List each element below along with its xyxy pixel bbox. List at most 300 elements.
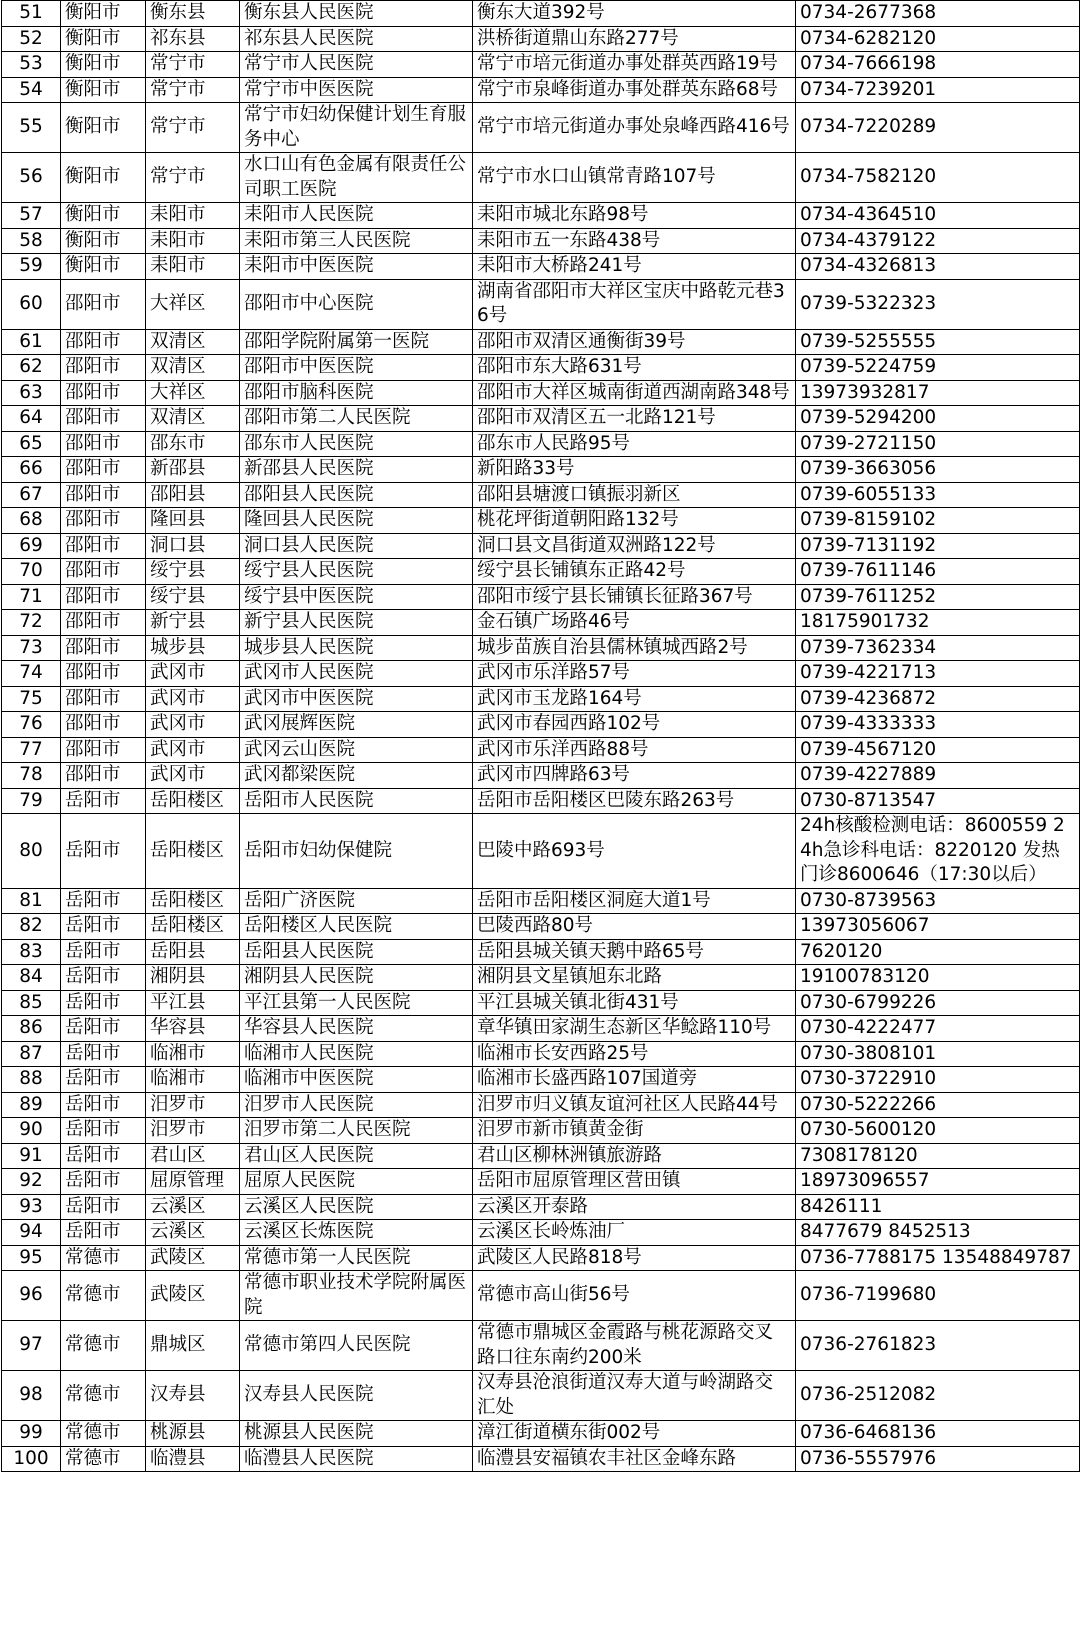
table-row bbox=[2, 939, 1080, 965]
hospital-name-cell: 湘阴县人民医院 bbox=[240, 965, 473, 991]
district-cell: 武冈市 bbox=[146, 737, 240, 763]
address-cell: 洞口县文昌街道双洲路122号 bbox=[473, 533, 796, 559]
phone-cell: 0730-8739563 bbox=[796, 888, 1080, 914]
table-row bbox=[2, 355, 1080, 381]
city-cell: 岳阳市 bbox=[61, 939, 146, 965]
row-number-cell: 90 bbox=[2, 1118, 61, 1144]
phone-cell: 0736-7199680 bbox=[796, 1271, 1080, 1321]
hospital-name-cell: 华容县人民医院 bbox=[240, 1016, 473, 1042]
district-cell: 祁东县 bbox=[146, 26, 240, 52]
district-cell: 双清区 bbox=[146, 355, 240, 381]
phone-cell: 13973056067 bbox=[796, 914, 1080, 940]
row-number-cell: 86 bbox=[2, 1016, 61, 1042]
row-number-cell: 56 bbox=[2, 153, 61, 203]
district-cell: 临澧县 bbox=[146, 1446, 240, 1472]
row-number-cell: 54 bbox=[2, 77, 61, 103]
row-number-cell: 63 bbox=[2, 380, 61, 406]
city-cell: 常德市 bbox=[61, 1421, 146, 1447]
table-row bbox=[2, 965, 1080, 991]
hospital-name-cell: 常德市职业技术学院附属医院 bbox=[240, 1271, 473, 1321]
phone-cell: 18973096557 bbox=[796, 1169, 1080, 1195]
address-cell: 武冈市乐洋西路88号 bbox=[473, 737, 796, 763]
row-number-cell: 67 bbox=[2, 482, 61, 508]
district-cell: 君山区 bbox=[146, 1143, 240, 1169]
city-cell: 衡阳市 bbox=[61, 228, 146, 254]
phone-cell: 0739-3663056 bbox=[796, 457, 1080, 483]
hospital-name-cell: 新宁县人民医院 bbox=[240, 610, 473, 636]
hospital-name-cell: 岳阳市人民医院 bbox=[240, 788, 473, 814]
table-row bbox=[2, 1118, 1080, 1144]
row-number-cell: 71 bbox=[2, 584, 61, 610]
district-cell: 汨罗市 bbox=[146, 1092, 240, 1118]
table-row bbox=[2, 431, 1080, 457]
phone-cell: 0739-4221713 bbox=[796, 661, 1080, 687]
phone-cell: 0734-4379122 bbox=[796, 228, 1080, 254]
city-cell: 邵阳市 bbox=[61, 279, 146, 329]
district-cell: 新宁县 bbox=[146, 610, 240, 636]
hospital-name-cell: 绥宁县人民医院 bbox=[240, 559, 473, 585]
row-number-cell: 74 bbox=[2, 661, 61, 687]
city-cell: 岳阳市 bbox=[61, 1041, 146, 1067]
table-row bbox=[2, 482, 1080, 508]
address-cell: 邵阳市东大路631号 bbox=[473, 355, 796, 381]
district-cell: 屈原管理 bbox=[146, 1169, 240, 1195]
hospital-name-cell: 邵阳学院附属第一医院 bbox=[240, 329, 473, 355]
address-cell: 邵阳市双清区五一北路121号 bbox=[473, 406, 796, 432]
district-cell: 临湘市 bbox=[146, 1067, 240, 1093]
district-cell: 邵阳县 bbox=[146, 482, 240, 508]
row-number-cell: 52 bbox=[2, 26, 61, 52]
phone-cell: 0736-7788175 13548849787 bbox=[796, 1245, 1080, 1271]
hospital-name-cell: 云溪区人民医院 bbox=[240, 1194, 473, 1220]
district-cell: 大祥区 bbox=[146, 380, 240, 406]
district-cell: 武冈市 bbox=[146, 763, 240, 789]
table-row bbox=[2, 661, 1080, 687]
district-cell: 武冈市 bbox=[146, 712, 240, 738]
hospital-name-cell: 常宁市中医医院 bbox=[240, 77, 473, 103]
address-cell: 常宁市培元街道办事处群英西路19号 bbox=[473, 52, 796, 78]
phone-cell: 0730-3808101 bbox=[796, 1041, 1080, 1067]
row-number-cell: 70 bbox=[2, 559, 61, 585]
city-cell: 衡阳市 bbox=[61, 52, 146, 78]
city-cell: 岳阳市 bbox=[61, 914, 146, 940]
hospital-table bbox=[1, 0, 1080, 1472]
row-number-cell: 87 bbox=[2, 1041, 61, 1067]
district-cell: 大祥区 bbox=[146, 279, 240, 329]
row-number-cell: 62 bbox=[2, 355, 61, 381]
table-row bbox=[2, 203, 1080, 229]
address-cell: 岳阳县城关镇天鹅中路65号 bbox=[473, 939, 796, 965]
district-cell: 岳阳楼区 bbox=[146, 788, 240, 814]
city-cell: 岳阳市 bbox=[61, 1194, 146, 1220]
table-row bbox=[2, 1421, 1080, 1447]
city-cell: 邵阳市 bbox=[61, 457, 146, 483]
table-row bbox=[2, 1446, 1080, 1472]
table-row bbox=[2, 329, 1080, 355]
row-number-cell: 82 bbox=[2, 914, 61, 940]
phone-cell: 0730-6799226 bbox=[796, 990, 1080, 1016]
hospital-name-cell: 屈原人民医院 bbox=[240, 1169, 473, 1195]
address-cell: 平江县城关镇北街431号 bbox=[473, 990, 796, 1016]
table-row bbox=[2, 1041, 1080, 1067]
city-cell: 衡阳市 bbox=[61, 103, 146, 153]
district-cell: 云溪区 bbox=[146, 1194, 240, 1220]
table-row bbox=[2, 279, 1080, 329]
address-cell: 云溪区开泰路 bbox=[473, 1194, 796, 1220]
hospital-name-cell: 常宁市人民医院 bbox=[240, 52, 473, 78]
city-cell: 衡阳市 bbox=[61, 1, 146, 27]
address-cell: 云溪区长岭炼油厂 bbox=[473, 1220, 796, 1246]
address-cell: 武冈市四牌路63号 bbox=[473, 763, 796, 789]
address-cell: 漳江街道横东街002号 bbox=[473, 1421, 796, 1447]
row-number-cell: 53 bbox=[2, 52, 61, 78]
table-row bbox=[2, 1092, 1080, 1118]
address-cell: 常宁市培元街道办事处泉峰西路416号 bbox=[473, 103, 796, 153]
table-row bbox=[2, 1321, 1080, 1371]
city-cell: 邵阳市 bbox=[61, 635, 146, 661]
address-cell: 城步苗族自治县儒林镇城西路2号 bbox=[473, 635, 796, 661]
row-number-cell: 59 bbox=[2, 254, 61, 280]
hospital-name-cell: 邵阳市中心医院 bbox=[240, 279, 473, 329]
row-number-cell: 83 bbox=[2, 939, 61, 965]
row-number-cell: 61 bbox=[2, 329, 61, 355]
table-row bbox=[2, 228, 1080, 254]
district-cell: 衡东县 bbox=[146, 1, 240, 27]
district-cell: 常宁市 bbox=[146, 77, 240, 103]
city-cell: 邵阳市 bbox=[61, 482, 146, 508]
city-cell: 邵阳市 bbox=[61, 406, 146, 432]
city-cell: 岳阳市 bbox=[61, 990, 146, 1016]
row-number-cell: 69 bbox=[2, 533, 61, 559]
phone-cell: 0739-7611252 bbox=[796, 584, 1080, 610]
city-cell: 邵阳市 bbox=[61, 610, 146, 636]
address-cell: 岳阳市屈原管理区营田镇 bbox=[473, 1169, 796, 1195]
table-row bbox=[2, 737, 1080, 763]
address-cell: 洪桥街道鼎山东路277号 bbox=[473, 26, 796, 52]
address-cell: 君山区柳林洲镇旅游路 bbox=[473, 1143, 796, 1169]
address-cell: 桃花坪街道朝阳路132号 bbox=[473, 508, 796, 534]
phone-cell: 0730-4222477 bbox=[796, 1016, 1080, 1042]
row-number-cell: 92 bbox=[2, 1169, 61, 1195]
row-number-cell: 89 bbox=[2, 1092, 61, 1118]
address-cell: 常宁市泉峰街道办事处群英东路68号 bbox=[473, 77, 796, 103]
city-cell: 衡阳市 bbox=[61, 203, 146, 229]
phone-cell: 0739-7362334 bbox=[796, 635, 1080, 661]
address-cell: 邵阳县塘渡口镇振羽新区 bbox=[473, 482, 796, 508]
city-cell: 岳阳市 bbox=[61, 814, 146, 889]
phone-cell: 7308178120 bbox=[796, 1143, 1080, 1169]
row-number-cell: 85 bbox=[2, 990, 61, 1016]
phone-cell: 0739-4236872 bbox=[796, 686, 1080, 712]
table-row bbox=[2, 1194, 1080, 1220]
address-cell: 巴陵西路80号 bbox=[473, 914, 796, 940]
hospital-name-cell: 邵阳市第二人民医院 bbox=[240, 406, 473, 432]
phone-cell: 0734-7582120 bbox=[796, 153, 1080, 203]
city-cell: 邵阳市 bbox=[61, 431, 146, 457]
address-cell: 武陵区人民路818号 bbox=[473, 1245, 796, 1271]
address-cell: 汨罗市新市镇黄金街 bbox=[473, 1118, 796, 1144]
city-cell: 常德市 bbox=[61, 1271, 146, 1321]
row-number-cell: 78 bbox=[2, 763, 61, 789]
district-cell: 武陵区 bbox=[146, 1245, 240, 1271]
city-cell: 常德市 bbox=[61, 1446, 146, 1472]
row-number-cell: 72 bbox=[2, 610, 61, 636]
hospital-name-cell: 汉寿县人民医院 bbox=[240, 1371, 473, 1421]
table-row bbox=[2, 888, 1080, 914]
address-cell: 邵东市人民路95号 bbox=[473, 431, 796, 457]
district-cell: 常宁市 bbox=[146, 103, 240, 153]
table-row bbox=[2, 788, 1080, 814]
address-cell: 岳阳市岳阳楼区洞庭大道1号 bbox=[473, 888, 796, 914]
phone-cell: 8477679 8452513 bbox=[796, 1220, 1080, 1246]
address-cell: 临湘市长盛西路107国道旁 bbox=[473, 1067, 796, 1093]
city-cell: 衡阳市 bbox=[61, 77, 146, 103]
address-cell: 新阳路33号 bbox=[473, 457, 796, 483]
city-cell: 衡阳市 bbox=[61, 26, 146, 52]
city-cell: 岳阳市 bbox=[61, 1118, 146, 1144]
phone-cell: 0739-4333333 bbox=[796, 712, 1080, 738]
table-row bbox=[2, 77, 1080, 103]
phone-cell: 0736-2512082 bbox=[796, 1371, 1080, 1421]
address-cell: 金石镇广场路46号 bbox=[473, 610, 796, 636]
address-cell: 常宁市水口山镇常青路107号 bbox=[473, 153, 796, 203]
phone-cell: 18175901732 bbox=[796, 610, 1080, 636]
district-cell: 双清区 bbox=[146, 406, 240, 432]
row-number-cell: 81 bbox=[2, 888, 61, 914]
table-body bbox=[2, 1, 1080, 1472]
city-cell: 邵阳市 bbox=[61, 763, 146, 789]
district-cell: 湘阴县 bbox=[146, 965, 240, 991]
phone-cell: 0736-5557976 bbox=[796, 1446, 1080, 1472]
table-row bbox=[2, 914, 1080, 940]
phone-cell: 0734-7666198 bbox=[796, 52, 1080, 78]
city-cell: 岳阳市 bbox=[61, 965, 146, 991]
table-row bbox=[2, 1, 1080, 27]
hospital-name-cell: 邵阳市中医医院 bbox=[240, 355, 473, 381]
hospital-name-cell: 岳阳县人民医院 bbox=[240, 939, 473, 965]
table-row bbox=[2, 635, 1080, 661]
address-cell: 临澧县安福镇农丰社区金峰东路 bbox=[473, 1446, 796, 1472]
hospital-name-cell: 耒阳市中医医院 bbox=[240, 254, 473, 280]
city-cell: 岳阳市 bbox=[61, 1092, 146, 1118]
address-cell: 临湘市长安西路25号 bbox=[473, 1041, 796, 1067]
hospital-name-cell: 城步县人民医院 bbox=[240, 635, 473, 661]
hospital-name-cell: 新邵县人民医院 bbox=[240, 457, 473, 483]
district-cell: 双清区 bbox=[146, 329, 240, 355]
hospital-name-cell: 常宁市妇幼保健计划生育服务中心 bbox=[240, 103, 473, 153]
table-row bbox=[2, 1169, 1080, 1195]
district-cell: 鼎城区 bbox=[146, 1321, 240, 1371]
district-cell: 岳阳楼区 bbox=[146, 888, 240, 914]
district-cell: 华容县 bbox=[146, 1016, 240, 1042]
hospital-name-cell: 武冈市人民医院 bbox=[240, 661, 473, 687]
address-cell: 耒阳市城北东路98号 bbox=[473, 203, 796, 229]
address-cell: 常德市高山街56号 bbox=[473, 1271, 796, 1321]
phone-cell: 0739-5294200 bbox=[796, 406, 1080, 432]
hospital-name-cell: 邵阳县人民医院 bbox=[240, 482, 473, 508]
row-number-cell: 96 bbox=[2, 1271, 61, 1321]
row-number-cell: 98 bbox=[2, 1371, 61, 1421]
table-row bbox=[2, 254, 1080, 280]
table-row bbox=[2, 763, 1080, 789]
district-cell: 岳阳楼区 bbox=[146, 914, 240, 940]
district-cell: 武冈市 bbox=[146, 686, 240, 712]
city-cell: 邵阳市 bbox=[61, 329, 146, 355]
hospital-name-cell: 邵阳市脑科医院 bbox=[240, 380, 473, 406]
district-cell: 桃源县 bbox=[146, 1421, 240, 1447]
city-cell: 衡阳市 bbox=[61, 254, 146, 280]
row-number-cell: 100 bbox=[2, 1446, 61, 1472]
table-row bbox=[2, 26, 1080, 52]
table-row bbox=[2, 153, 1080, 203]
row-number-cell: 55 bbox=[2, 103, 61, 153]
phone-cell: 0734-7220289 bbox=[796, 103, 1080, 153]
hospital-name-cell: 汨罗市人民医院 bbox=[240, 1092, 473, 1118]
row-number-cell: 57 bbox=[2, 203, 61, 229]
row-number-cell: 75 bbox=[2, 686, 61, 712]
table-row bbox=[2, 406, 1080, 432]
district-cell: 临湘市 bbox=[146, 1041, 240, 1067]
table-row bbox=[2, 814, 1080, 889]
phone-cell: 0739-7131192 bbox=[796, 533, 1080, 559]
city-cell: 岳阳市 bbox=[61, 788, 146, 814]
address-cell: 武冈市乐洋路57号 bbox=[473, 661, 796, 687]
hospital-name-cell: 武冈展辉医院 bbox=[240, 712, 473, 738]
district-cell: 城步县 bbox=[146, 635, 240, 661]
hospital-name-cell: 武冈都梁医院 bbox=[240, 763, 473, 789]
city-cell: 常德市 bbox=[61, 1245, 146, 1271]
table-row bbox=[2, 610, 1080, 636]
hospital-name-cell: 常德市第四人民医院 bbox=[240, 1321, 473, 1371]
row-number-cell: 58 bbox=[2, 228, 61, 254]
row-number-cell: 76 bbox=[2, 712, 61, 738]
address-cell: 湖南省邵阳市大祥区宝庆中路乾元巷36号 bbox=[473, 279, 796, 329]
table-row bbox=[2, 533, 1080, 559]
district-cell: 武陵区 bbox=[146, 1271, 240, 1321]
city-cell: 岳阳市 bbox=[61, 1067, 146, 1093]
phone-cell: 13973932817 bbox=[796, 380, 1080, 406]
address-cell: 邵阳市绥宁县长铺镇长征路367号 bbox=[473, 584, 796, 610]
table-row bbox=[2, 1271, 1080, 1321]
city-cell: 岳阳市 bbox=[61, 1220, 146, 1246]
table-row bbox=[2, 1016, 1080, 1042]
row-number-cell: 84 bbox=[2, 965, 61, 991]
phone-cell: 0739-5255555 bbox=[796, 329, 1080, 355]
row-number-cell: 51 bbox=[2, 1, 61, 27]
row-number-cell: 93 bbox=[2, 1194, 61, 1220]
district-cell: 云溪区 bbox=[146, 1220, 240, 1246]
phone-cell: 0736-2761823 bbox=[796, 1321, 1080, 1371]
row-number-cell: 66 bbox=[2, 457, 61, 483]
table-row bbox=[2, 380, 1080, 406]
address-cell: 武冈市春园西路102号 bbox=[473, 712, 796, 738]
city-cell: 岳阳市 bbox=[61, 1169, 146, 1195]
city-cell: 岳阳市 bbox=[61, 888, 146, 914]
hospital-name-cell: 耒阳市第三人民医院 bbox=[240, 228, 473, 254]
table-row bbox=[2, 1371, 1080, 1421]
phone-cell: 0734-4364510 bbox=[796, 203, 1080, 229]
phone-cell: 0730-5600120 bbox=[796, 1118, 1080, 1144]
hospital-name-cell: 云溪区长炼医院 bbox=[240, 1220, 473, 1246]
address-cell: 湘阴县文星镇旭东北路 bbox=[473, 965, 796, 991]
city-cell: 岳阳市 bbox=[61, 1016, 146, 1042]
address-cell: 岳阳市岳阳楼区巴陵东路263号 bbox=[473, 788, 796, 814]
hospital-name-cell: 常德市第一人民医院 bbox=[240, 1245, 473, 1271]
phone-cell: 8426111 bbox=[796, 1194, 1080, 1220]
row-number-cell: 79 bbox=[2, 788, 61, 814]
phone-cell: 0739-7611146 bbox=[796, 559, 1080, 585]
table-row bbox=[2, 457, 1080, 483]
phone-cell: 0734-2677368 bbox=[796, 1, 1080, 27]
city-cell: 衡阳市 bbox=[61, 153, 146, 203]
city-cell: 邵阳市 bbox=[61, 737, 146, 763]
city-cell: 岳阳市 bbox=[61, 1143, 146, 1169]
table-row bbox=[2, 686, 1080, 712]
hospital-name-cell: 岳阳广济医院 bbox=[240, 888, 473, 914]
district-cell: 洞口县 bbox=[146, 533, 240, 559]
table-row bbox=[2, 990, 1080, 1016]
phone-cell: 19100783120 bbox=[796, 965, 1080, 991]
district-cell: 汨罗市 bbox=[146, 1118, 240, 1144]
city-cell: 邵阳市 bbox=[61, 533, 146, 559]
district-cell: 常宁市 bbox=[146, 52, 240, 78]
phone-cell: 0736-6468136 bbox=[796, 1421, 1080, 1447]
row-number-cell: 97 bbox=[2, 1321, 61, 1371]
row-number-cell: 77 bbox=[2, 737, 61, 763]
district-cell: 耒阳市 bbox=[146, 254, 240, 280]
address-cell: 衡东大道392号 bbox=[473, 1, 796, 27]
hospital-name-cell: 君山区人民医院 bbox=[240, 1143, 473, 1169]
hospital-name-cell: 耒阳市人民医院 bbox=[240, 203, 473, 229]
district-cell: 耒阳市 bbox=[146, 228, 240, 254]
address-cell: 邵阳市双清区通衡街39号 bbox=[473, 329, 796, 355]
city-cell: 邵阳市 bbox=[61, 380, 146, 406]
city-cell: 邵阳市 bbox=[61, 686, 146, 712]
address-cell: 武冈市玉龙路164号 bbox=[473, 686, 796, 712]
phone-cell: 0739-4567120 bbox=[796, 737, 1080, 763]
table-row bbox=[2, 1220, 1080, 1246]
row-number-cell: 95 bbox=[2, 1245, 61, 1271]
phone-cell: 0739-5224759 bbox=[796, 355, 1080, 381]
row-number-cell: 91 bbox=[2, 1143, 61, 1169]
hospital-name-cell: 桃源县人民医院 bbox=[240, 1421, 473, 1447]
row-number-cell: 64 bbox=[2, 406, 61, 432]
phone-cell: 0730-3722910 bbox=[796, 1067, 1080, 1093]
hospital-name-cell: 岳阳市妇幼保健院 bbox=[240, 814, 473, 889]
district-cell: 常宁市 bbox=[146, 153, 240, 203]
district-cell: 武冈市 bbox=[146, 661, 240, 687]
hospital-name-cell: 平江县第一人民医院 bbox=[240, 990, 473, 1016]
district-cell: 汉寿县 bbox=[146, 1371, 240, 1421]
phone-cell: 0739-4227889 bbox=[796, 763, 1080, 789]
table-row bbox=[2, 584, 1080, 610]
phone-cell: 0739-2721150 bbox=[796, 431, 1080, 457]
phone-cell: 0739-8159102 bbox=[796, 508, 1080, 534]
district-cell: 岳阳楼区 bbox=[146, 814, 240, 889]
row-number-cell: 80 bbox=[2, 814, 61, 889]
table-row bbox=[2, 559, 1080, 585]
phone-cell: 0734-7239201 bbox=[796, 77, 1080, 103]
hospital-name-cell: 岳阳楼区人民医院 bbox=[240, 914, 473, 940]
table-row bbox=[2, 103, 1080, 153]
hospital-name-cell: 绥宁县中医医院 bbox=[240, 584, 473, 610]
hospital-name-cell: 水口山有色金属有限责任公司职工医院 bbox=[240, 153, 473, 203]
district-cell: 绥宁县 bbox=[146, 559, 240, 585]
hospital-name-cell: 武冈云山医院 bbox=[240, 737, 473, 763]
table-row bbox=[2, 52, 1080, 78]
district-cell: 新邵县 bbox=[146, 457, 240, 483]
city-cell: 邵阳市 bbox=[61, 355, 146, 381]
